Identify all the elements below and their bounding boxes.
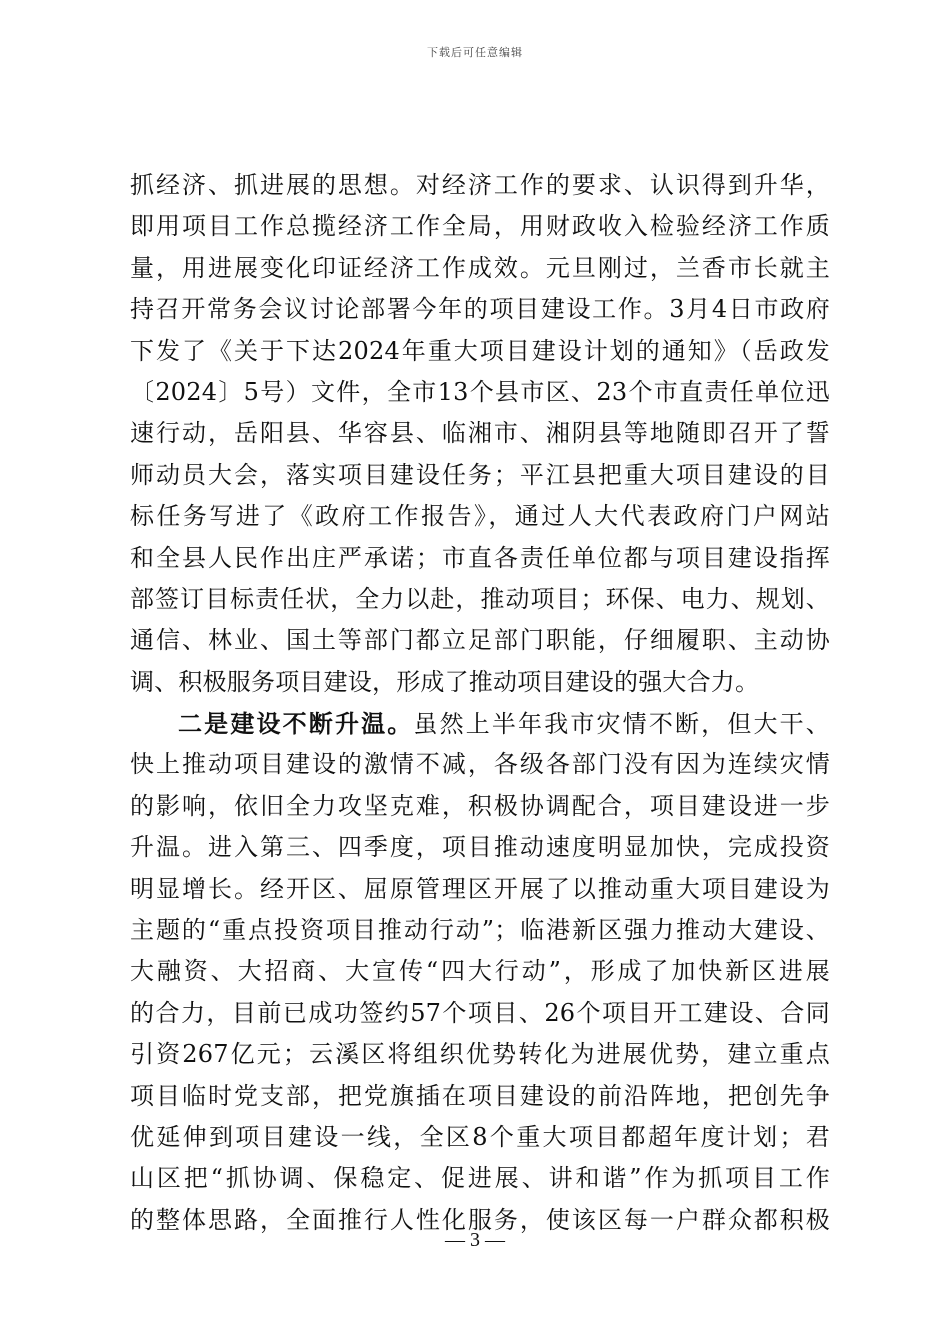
paragraph1-line: 通信、林业、国土等部门都立足部门职能，仔细履职、主动协 xyxy=(130,626,830,655)
paragraph2-line: 大融资、大招商、大宣传“四大行动”，形成了加快新区进展 xyxy=(130,957,830,986)
paragraph2-line: 明显增长。经开区、屈原管理区开展了以推动重大项目建设为 xyxy=(130,874,830,903)
paragraph1-line: 调、积极服务项目建设，形成了推动项目建设的强大合力。 xyxy=(130,667,760,696)
page-number: — 3 — xyxy=(445,1229,505,1251)
paragraph2-line: 主题的“重点投资项目推动行动”；临港新区强力推动大建设、 xyxy=(130,916,830,945)
paragraph2-line: 引资267亿元；云溪区将组织优势转化为进展优势，建立重点 xyxy=(130,1040,830,1069)
paragraph2-first-line xyxy=(130,703,830,744)
paragraph2-line: 的合力，目前已成功签约57个项目、26个项目开工建设、合同 xyxy=(130,998,830,1027)
paragraph1-line: 师动员大会，落实项目建设任务；平江县把重大项目建设的目 xyxy=(130,460,830,489)
paragraph2-line: 山区把“抓协调、保稳定、促进展、讲和谐”作为抓项目工作 xyxy=(130,1164,830,1193)
header-note: 下载后可任意编辑 xyxy=(427,46,523,59)
paragraph2-line: 的整体思路，全面推行人性化服务，使该区每一户群众都积极 xyxy=(130,1205,830,1234)
paragraph1-line: 持召开常务会议讨论部署今年的项目建设工作。3月4日市政府 xyxy=(130,295,830,324)
paragraph2-line: 优延伸到项目建设一线，全区8个重大项目都超年度计划；君 xyxy=(130,1122,830,1151)
paragraph2-line: 升温。进入第三、四季度，项目推动速度明显加快，完成投资 xyxy=(130,833,830,862)
paragraph2-line: 项目临时党支部，把党旗插在项目建设的前沿阵地，把创先争 xyxy=(130,1081,830,1110)
paragraph1-line: 下发了《关于下达2024年重大项目建设计划的通知》（岳政发 xyxy=(130,336,830,365)
paragraph2-line: 的影响，依旧全力攻坚克难，积极协调配合，项目建设进一步 xyxy=(130,791,830,820)
paragraph1-line: 标任务写进了《政府工作报告》，通过人大代表政府门户网站 xyxy=(130,502,830,531)
paragraph2-line: 快上推动项目建设的激情不减，各级各部门没有因为连续灾情 xyxy=(130,750,830,779)
paragraph1-line: 即用项目工作总揽经济工作全局，用财政收入检验经济工作质 xyxy=(130,212,830,241)
paragraph2-heading: 二是建设不断升温。 xyxy=(178,709,414,739)
paragraph1-line: 速行动，岳阳县、华容县、临湘市、湘阴县等地随即召开了誓 xyxy=(130,419,830,448)
paragraph1-line: 部签订目标责任状，全力以赴，推动项目；环保、电力、规划、 xyxy=(130,584,830,613)
paragraph1-line: 抓经济、抓进展的思想。对经济工作的要求、认识得到升华， xyxy=(130,171,830,199)
document-body xyxy=(130,165,830,1241)
paragraph1-line: 〔2024〕5号）文件，全市13个县市区、23个市直责任单位迅 xyxy=(130,377,830,406)
paragraph1-line: 量，用进展变化印证经济工作成效。元旦刚过，兰香市长就主 xyxy=(130,253,830,282)
paragraph1-line: 和全县人民作出庄严承诺；市直各责任单位都与项目建设指挥 xyxy=(130,543,830,572)
paragraph2-first-line-text: 虽然上半年我市灾情不断，但大干、 xyxy=(413,710,830,739)
